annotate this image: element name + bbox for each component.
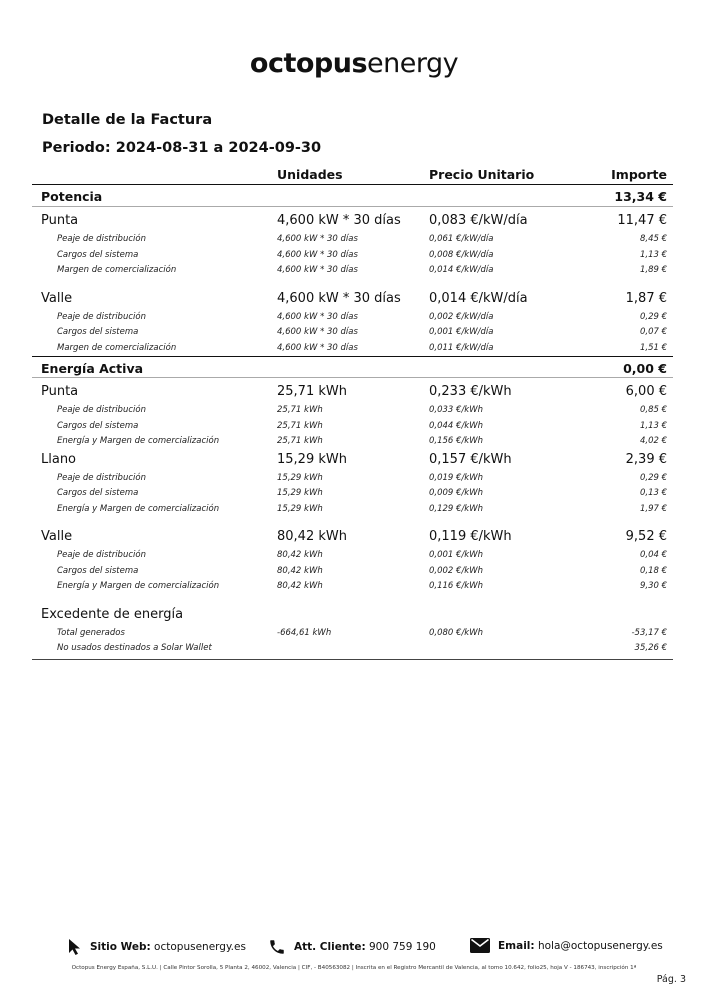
subrow-price: 0,002 €/kW/día <box>429 311 494 322</box>
table-row <box>32 450 673 471</box>
billing-period: Periodo: 2024-08-31 a 2024-09-30 <box>42 140 322 156</box>
subrow-amount: 0,29 € <box>639 472 667 483</box>
subrow-price: 0,009 €/kWh <box>429 488 484 498</box>
table-subrow <box>32 310 673 326</box>
subrow-units: 4,600 kW * 30 días <box>277 249 358 260</box>
subrow-units: 80,42 kWh <box>277 565 323 576</box>
col-header-amount: Importe <box>611 167 667 182</box>
row-amount: 9,52 € <box>625 529 667 544</box>
subrow-label: Energía y Margen de comercialización <box>57 503 220 514</box>
row-amount: 11,47 € <box>617 213 667 228</box>
section-energia-activa <box>32 356 673 378</box>
row-price: 0,014 €/kW/día <box>429 290 528 306</box>
table-subrow <box>32 471 673 487</box>
invoice-detail-table <box>32 165 673 660</box>
subrow-units: 80,42 kWh <box>277 550 323 560</box>
subrow-units: 4,600 kW * 30 días <box>277 234 358 244</box>
subrow-price: 0,019 €/kWh <box>429 472 484 483</box>
table-subrow <box>32 248 673 264</box>
subrow-label: Cargos del sistema <box>57 249 139 260</box>
subrow-label: Cargos del sistema <box>57 488 139 498</box>
subrow-price: 0,044 €/kWh <box>429 420 484 431</box>
subrow-units: 4,600 kW * 30 días <box>277 311 358 322</box>
octopus-energy-logo <box>0 48 708 80</box>
table-subrow <box>32 403 673 419</box>
subrow-units: 4,600 kW * 30 días <box>277 265 358 275</box>
subrow-amount: 1,13 € <box>639 249 667 260</box>
logo-energy: energy <box>367 48 459 79</box>
section-total: 0,00 € <box>623 361 667 376</box>
table-row <box>32 289 673 310</box>
subrow-price: 0,001 €/kWh <box>429 550 484 560</box>
row-amount: 2,39 € <box>625 451 667 467</box>
table-subrow <box>32 626 673 642</box>
subrow-amount: 9,30 € <box>639 581 667 591</box>
table-subrow <box>32 641 673 660</box>
row-price: 0,233 €/kWh <box>429 384 512 399</box>
footer-email-address[interactable]: hola@octopusenergy.es <box>537 939 663 952</box>
row-price: 0,083 €/kW/día <box>429 213 528 228</box>
subrow-amount: 8,45 € <box>639 234 667 244</box>
subrow-price: 0,008 €/kW/día <box>429 249 494 260</box>
table-subrow <box>32 486 673 502</box>
subrow-amount: 0,13 € <box>639 488 667 498</box>
table-header <box>32 165 673 185</box>
table-row-excedente <box>32 605 673 626</box>
footer-phone[interactable] <box>268 938 436 956</box>
table-subrow <box>32 263 673 279</box>
page-title: Detalle de la Factura <box>42 112 213 128</box>
row-units: 4,600 kW * 30 días <box>277 290 401 306</box>
table-subrow <box>32 502 673 518</box>
subrow-label: Margen de comercialización <box>57 265 177 275</box>
row-amount: 1,87 € <box>625 290 667 306</box>
footer-phone-number[interactable]: 900 759 190 <box>369 941 436 953</box>
subrow-amount: 0,04 € <box>639 550 667 560</box>
subrow-price: 0,001 €/kW/día <box>429 327 494 337</box>
row-price: 0,157 €/kWh <box>429 451 512 467</box>
footer-phone-label: Att. Cliente: <box>294 941 366 953</box>
logo-octopus: octopus <box>249 48 368 79</box>
subrow-label: No usados destinados a Solar Wallet <box>57 643 212 653</box>
subrow-units: -664,61 kWh <box>277 627 332 638</box>
subrow-units: 25,71 kWh <box>277 405 323 415</box>
table-subrow <box>32 419 673 435</box>
row-label: Valle <box>41 290 73 306</box>
subrow-units: 80,42 kWh <box>277 581 323 591</box>
col-header-units: Unidades <box>277 167 343 182</box>
subrow-units: 15,29 kWh <box>277 503 323 514</box>
subrow-price: 0,033 €/kWh <box>429 405 484 415</box>
subrow-amount: 1,97 € <box>639 503 667 514</box>
col-header-unit-price: Precio Unitario <box>429 167 535 182</box>
subrow-units: 15,29 kWh <box>277 488 323 498</box>
table-row <box>32 527 673 548</box>
section-label: Energía Activa <box>41 361 144 376</box>
legal-notice: Octopus Energy España, S.L.U. | Calle Pintor Sorolla, 5 Planta 2, 46002, Valencia | CIF, - B40563082 | Inscrita en el Registro Mercantil de Valencia, al tomo 10.642, folio25, hoja V - 186743, inscripción 1ª <box>71 965 637 971</box>
row-label: Punta <box>41 384 79 399</box>
subrow-amount: 4,02 € <box>639 436 667 446</box>
table-row <box>32 211 673 232</box>
subrow-units: 4,600 kW * 30 días <box>277 342 358 353</box>
table-subrow <box>32 434 673 450</box>
table-subrow <box>32 325 673 341</box>
subrow-label: Cargos del sistema <box>57 565 139 576</box>
subrow-amount: 1,13 € <box>639 420 667 431</box>
footer-website-label: Sitio Web: <box>90 941 151 953</box>
subrow-units: 25,71 kWh <box>277 420 323 431</box>
subrow-label: Peaje de distribución <box>57 472 146 483</box>
footer-website[interactable] <box>68 938 246 956</box>
subrow-units: 25,71 kWh <box>277 436 323 446</box>
subrow-units: 15,29 kWh <box>277 472 323 483</box>
row-units: 25,71 kWh <box>277 384 347 399</box>
subrow-amount: 1,51 € <box>639 342 667 353</box>
row-label: Llano <box>41 451 77 467</box>
table-subrow <box>32 564 673 580</box>
row-units: 15,29 kWh <box>277 451 347 467</box>
subrow-label: Peaje de distribución <box>57 405 146 415</box>
row-units: 4,600 kW * 30 días <box>277 213 401 228</box>
subrow-label: Total generados <box>57 627 125 638</box>
subrow-label: Cargos del sistema <box>57 327 139 337</box>
section-total: 13,34 € <box>614 189 667 204</box>
row-units: 80,42 kWh <box>277 529 347 544</box>
subrow-amount: 1,89 € <box>639 265 667 275</box>
subrow-label: Energía y Margen de comercialización <box>57 581 220 591</box>
page-number: Pág. 3 <box>656 974 686 985</box>
table-subrow <box>32 232 673 248</box>
subrow-label: Energía y Margen de comercialización <box>57 436 220 446</box>
row-price: 0,119 €/kWh <box>429 529 512 544</box>
subrow-price: 0,116 €/kWh <box>429 581 484 591</box>
subrow-label: Margen de comercialización <box>57 342 177 353</box>
table-subrow <box>32 341 673 357</box>
subrow-label: Peaje de distribución <box>57 311 146 322</box>
section-potencia <box>32 185 673 207</box>
row-amount: 6,00 € <box>625 384 667 399</box>
subrow-price: 0,080 €/kWh <box>429 627 484 638</box>
subrow-price: 0,002 €/kWh <box>429 565 484 576</box>
row-label: Punta <box>41 213 79 228</box>
subrow-amount: 0,07 € <box>639 327 667 337</box>
subrow-amount: -53,17 € <box>631 627 667 638</box>
table-row <box>32 382 673 403</box>
envelope-icon <box>470 938 490 953</box>
section-label: Potencia <box>41 189 103 204</box>
footer-website-link[interactable]: octopusenergy.es <box>154 941 246 953</box>
table-subrow <box>32 579 673 595</box>
subrow-label: Cargos del sistema <box>57 420 139 431</box>
subrow-amount: 0,18 € <box>639 565 667 576</box>
table-subrow <box>32 548 673 564</box>
cursor-icon <box>68 938 82 956</box>
footer-contact-bar <box>0 938 708 960</box>
subrow-price: 0,061 €/kW/día <box>429 234 494 244</box>
phone-icon <box>268 938 286 956</box>
subrow-price: 0,014 €/kW/día <box>429 265 494 275</box>
subrow-amount: 0,29 € <box>639 311 667 322</box>
row-label: Excedente de energía <box>41 606 184 622</box>
subrow-amount: 0,85 € <box>639 405 667 415</box>
subrow-price: 0,129 €/kWh <box>429 503 484 514</box>
row-label: Valle <box>41 529 73 544</box>
subrow-price: 0,156 €/kWh <box>429 436 484 446</box>
footer-email[interactable] <box>470 938 663 953</box>
subrow-label: Peaje de distribución <box>57 550 146 560</box>
subrow-amount: 35,26 € <box>634 643 667 653</box>
subrow-label: Peaje de distribución <box>57 234 146 244</box>
subrow-units: 4,600 kW * 30 días <box>277 327 358 337</box>
footer-email-label: Email: <box>498 939 535 952</box>
subrow-price: 0,011 €/kW/día <box>429 342 494 353</box>
